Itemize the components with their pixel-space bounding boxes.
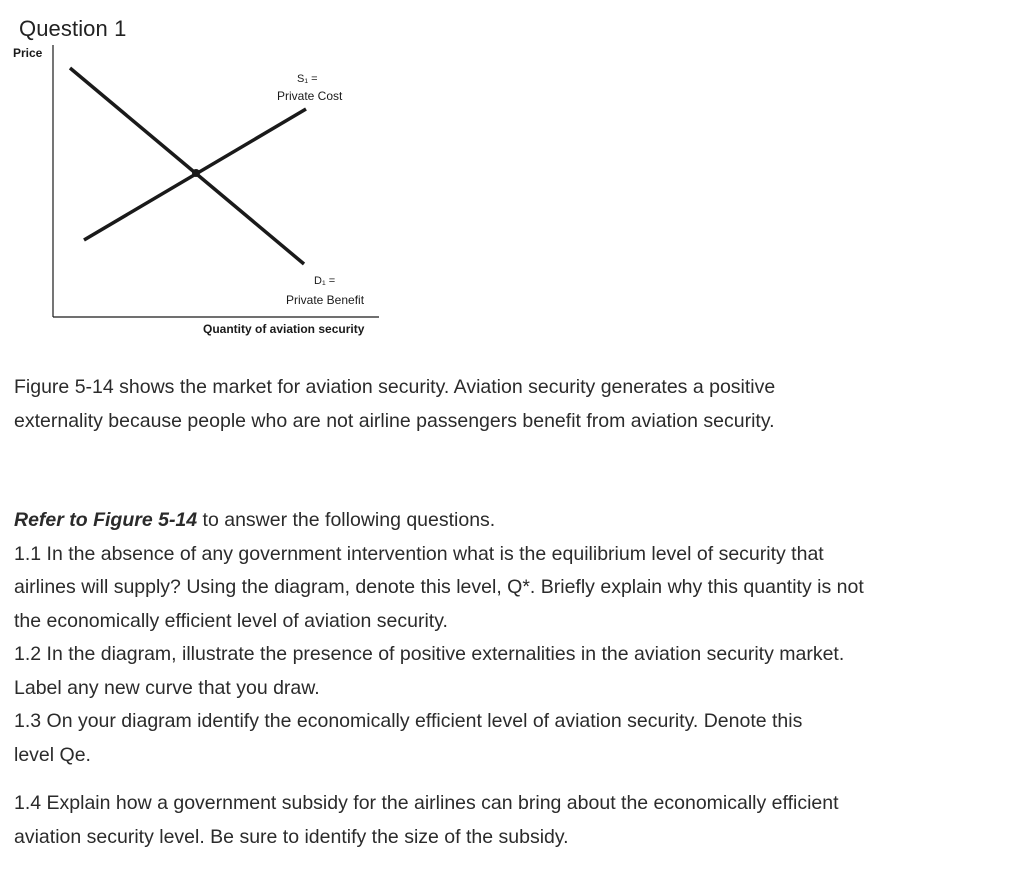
demand-label-symbol: D₁ =: [314, 275, 336, 287]
question-1-4-line: 1.4 Explain how a government subsidy for the airlines can bring about the economically efficient: [14, 792, 839, 814]
supply-label-symbol: S₁ =: [297, 73, 318, 85]
questions-block: [14, 504, 1014, 772]
demand-label-text: Private Benefit: [286, 293, 365, 307]
question-1-2-line: Label any new curve that you draw.: [14, 676, 320, 699]
x-axis-label: Quantity of aviation security: [203, 322, 365, 336]
intro-line: Figure 5-14 shows the market for aviation security. Aviation security generates a positive: [14, 376, 776, 398]
supply-demand-diagram: [0, 0, 420, 350]
demand-curve: [70, 68, 304, 264]
question-1-4-line: aviation security level. Be sure to identify the size of the subsidy.: [14, 825, 569, 848]
question-1-1-line: airlines will supply? Using the diagram, denote this level, Q*. Briefly explain why this quantity is not: [14, 576, 864, 598]
supply-label-text: Private Cost: [277, 89, 343, 103]
question-1-1-line: the economically efficient level of aviation security.: [14, 609, 448, 632]
refer-line: [14, 504, 1014, 538]
question-1-4-block: [14, 787, 1014, 854]
question-1-1-line: 1.1 In the absence of any government intervention what is the equilibrium level of security that: [14, 542, 824, 565]
y-axis-label: Price: [13, 46, 43, 60]
question-1-2-line: 1.2 In the diagram, illustrate the presence of positive externalities in the aviation security market.: [14, 643, 845, 665]
question-1-3-line: level Qe.: [14, 743, 91, 766]
intro-line: externality because people who are not airline passengers benefit from aviation security.: [14, 409, 775, 432]
intro-paragraph: [14, 371, 1014, 438]
refer-rest: to answer the following questions.: [197, 509, 496, 531]
figure-reference: Refer to Figure 5-14: [14, 509, 198, 531]
equilibrium-point: [192, 169, 200, 177]
question-title: Question 1: [19, 16, 127, 41]
question-1-3-line: 1.3 On your diagram identify the economically efficient level of aviation security. Denote this: [14, 710, 803, 732]
